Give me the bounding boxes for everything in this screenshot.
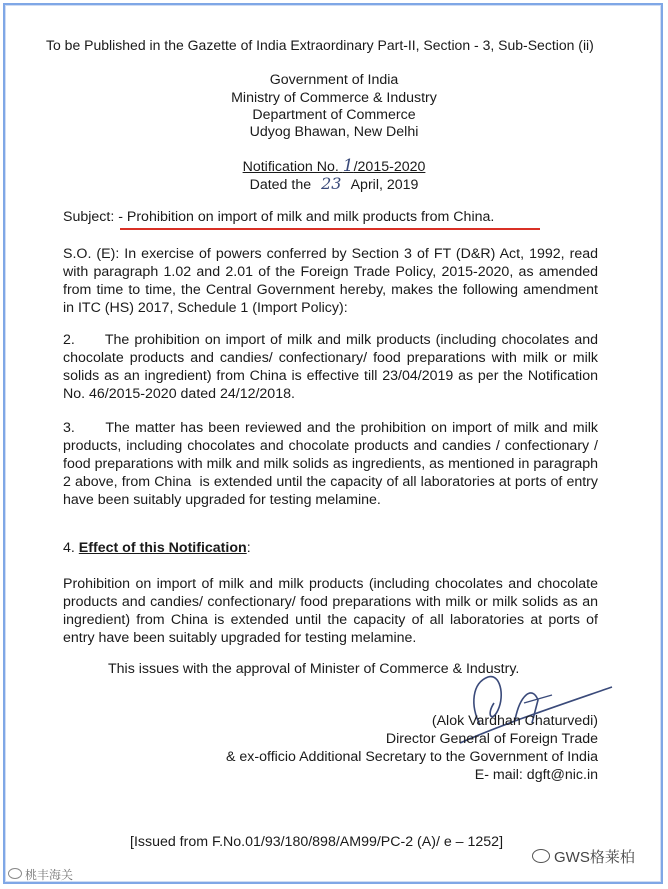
- paragraph-4-heading: 4. Effect of this Notification:: [63, 540, 251, 556]
- wechat-icon: [8, 868, 22, 879]
- wechat-icon: [532, 849, 550, 863]
- notification-date-line: Dated the 23 April, 2019: [249, 174, 419, 193]
- address-department: Department of Commerce: [252, 107, 416, 123]
- paragraph-4-body: Prohibition on import of milk and milk products (including chocolates and chocolate products and candies/ confectionary/ food preparations with milk or milk solids as an ingredient) from China is extended until the capacity of all laboratories at ports of entry have been suitably upgraded for testing melamine.: [63, 576, 598, 646]
- paragraph-2: 2. The prohibition on import of milk and milk products (including chocolates and chocolate products and candies/ confectionary/ food preparations with milk or milk solids as an ingredient) from China is effective till 23/04/2019 as per the Notification No. 46/2015-2020 dated 24/12/2018.: [63, 332, 602, 402]
- notification-label: Notification No. 1/2015-2020: [242, 156, 426, 176]
- subject-line: Subject: - Prohibition on import of milk and milk products from China.: [63, 209, 495, 225]
- gazette-header: To be Published in the Gazette of India Extraordinary Part-II, Section - 3, Sub-Section (ii): [46, 37, 594, 53]
- address-location: Udyog Bhawan, New Delhi: [249, 124, 419, 140]
- signatory-additional: & ex-officio Additional Secretary to the Government of India: [226, 749, 598, 765]
- watermark-left: 桃丰海关: [8, 866, 73, 884]
- handwritten-number: 1: [342, 156, 354, 176]
- signatory-email: E- mail: dgft@nic.in: [474, 767, 598, 783]
- signatory-name: (Alok Vardhan Chaturvedi): [431, 713, 598, 729]
- approval-line: This issues with the approval of Minister of Commerce & Industry.: [108, 661, 520, 677]
- address-ministry: Ministry of Commerce & Industry: [231, 90, 437, 106]
- paragraph-3: 3. The matter has been reviewed and the prohibition on import of milk and milk products, including chocolates and chocolate products and candies / confectionary / food preparations with milk and milk solids as ingredients, as mentioned in paragraph 2 above, from China is extended until the capacity of all laboratories at ports of entry have been suitably upgraded for testing melamine.: [63, 420, 602, 508]
- paragraph-1: S.O. (E): In exercise of powers conferred by Section 3 of FT (D&R) Act, 1992, read with paragraph 1.02 and 2.01 of the Foreign Trade Policy, 2015-2020, as amended from time to time, the Central Government hereby, makes the following amendment in ITC (HS) 2017, Schedule 1 (Import Policy):: [63, 246, 598, 316]
- signatory-title: Director General of Foreign Trade: [385, 731, 598, 747]
- issued-reference: [Issued from F.No.01/93/180/898/AM99/PC-2 (A)/ e – 1252]: [130, 834, 504, 850]
- address-government: Government of India: [269, 72, 399, 88]
- watermark-right: GWS格莱柏: [532, 849, 635, 867]
- subject-red-underline: [120, 228, 540, 230]
- effect-heading: Effect of this Notification: [78, 540, 247, 556]
- handwritten-day: 23: [321, 174, 342, 193]
